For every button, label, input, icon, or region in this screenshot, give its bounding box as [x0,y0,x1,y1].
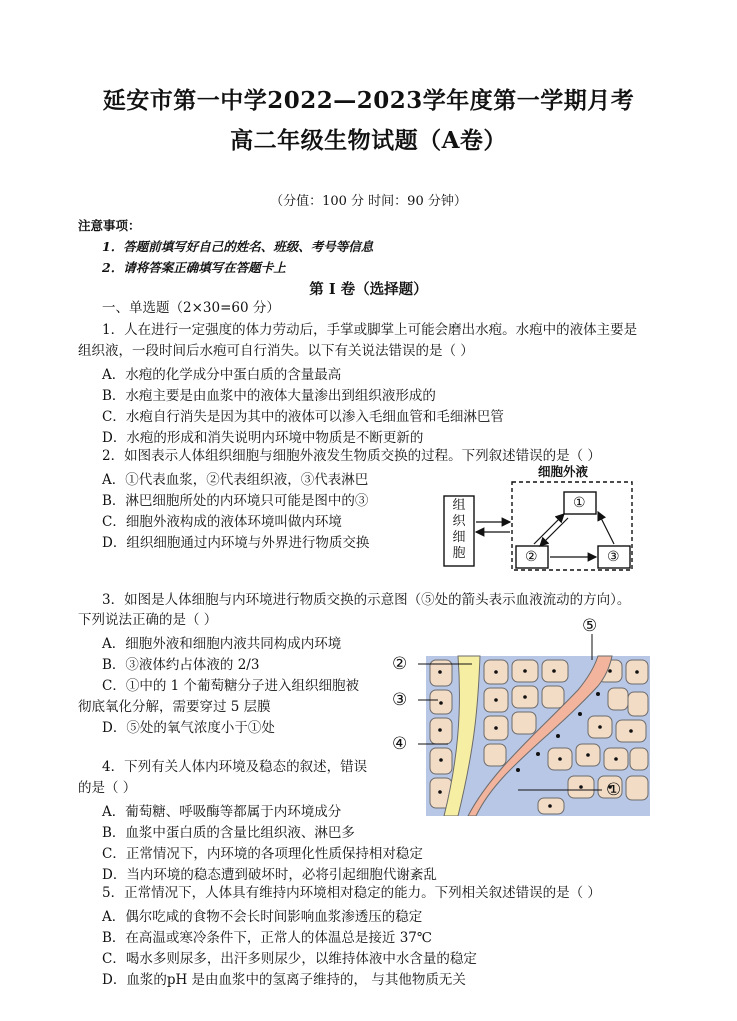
tissue-label-1: ① [606,780,622,800]
question-1-option: C．水疱自行消失是因为其中的液体可以渗入毛细血管和毛细淋巴管 [102,409,504,425]
tissue-cell-label: 组织细胞 [452,498,466,561]
section-title: 第 I 卷（选择题） [309,281,428,298]
tissue-label-2: ② [392,654,408,674]
tissue-label-5: ⑤ [582,616,598,636]
tissue-label-4: ④ [392,734,408,754]
question-1-option: D．水疱的形成和消失说明内环境中物质是不断更新的 [102,430,424,446]
exam-title-line1: 延安市第一中学2022—2023学年度第一学期月考 [102,87,635,114]
notice-heading: 注意事项： [78,218,141,233]
question-4-option: A．葡萄糖、呼吸酶等都属于内环境成分 [102,804,342,820]
question-3-line: 下列说法正确的是（ ） [78,612,218,628]
question-5-line: 5．正常情况下，人体具有维持内环境相对稳定的能力。下列相关叙述错误的是（ ） [102,885,601,901]
question-3-option: C．①中的 1 个葡萄糖分子进入组织细胞被 [102,678,360,694]
question-3-line: 3．如图是人体细胞与内环境进行物质交换的示意图（⑤处的箭头表示血液流动的方向）。 [102,592,631,608]
box-3-label: ③ [607,549,620,565]
q2-exchange-diagram [436,462,636,574]
question-3-option: 彻底氧化分解，需要穿过 5 层膜 [78,699,271,715]
question-3-option: A．细胞外液和细胞内液共同构成内环境 [102,636,342,652]
question-2-option: B．淋巴细胞所处的内环境只可能是图中的③ [102,493,369,509]
question-3-option: D．⑤处的氧气浓度小于①处 [102,720,275,736]
question-3-option: B．③液体约占体液的 2/3 [102,657,260,673]
exam-meta: （分值：100 分 时间：90 分钟） [270,194,467,209]
question-4-option: B．血浆中蛋白质的含量比组织液、淋巴多 [102,825,355,841]
question-1-line: 1．人在进行一定强度的体力劳动后，手掌或脚掌上可能会磨出水疱。水疱中的液体主要是 [102,322,638,338]
question-4-option: D．当内环境的稳态遭到破坏时，必将引起细胞代谢紊乱 [102,867,437,883]
notice-item: 2．请将答案正确填写在答题卡上 [102,260,286,275]
question-5-option: A．偶尔吃咸的食物不会长时间影响血浆渗透压的稳定 [102,909,423,925]
question-5-option: B．在高温或寒冷条件下，正常人的体温总是接近 37℃ [102,930,432,946]
question-2-option: C．细胞外液构成的液体环境叫做内环境 [102,514,342,530]
question-4-option: C．正常情况下，内环境的各项理化性质保持相对稳定 [102,846,423,862]
tissue-label-3: ③ [392,690,408,710]
question-4-line: 4．下列有关人体内环境及稳态的叙述，错误 [102,759,368,775]
question-2-option: A．①代表血浆，②代表组织液，③代表淋巴 [102,472,369,488]
question-2-option: D．组织细胞通过内环境与外界进行物质交换 [102,535,370,551]
box-2-label: ② [525,549,538,565]
box-1-label: ① [573,495,586,511]
question-1-option: B．水疱主要是由血浆中的液体大量渗出到组织液形成的 [102,388,436,404]
exam-title-line2: 高二年级生物试题（A卷） [230,127,507,154]
question-4-line: 的是（ ） [78,780,137,796]
question-1-line: 组织液，一段时间后水疱可自行消失。以下有关说法错误的是（ ） [78,343,474,359]
question-5-option: D．血浆的pH 是由血浆中的氢离子维持的， 与其他物质无关 [102,972,466,988]
notice-item: 1．答题前填写好自己的姓名、班级、考号等信息 [102,239,374,254]
question-5-option: C．喝水多则尿多，出汗多则尿少，以维持体液中水含量的稳定 [102,951,477,967]
extracellular-fluid-label: 细胞外液 [538,464,589,479]
question-2-line: 2．如图表示人体组织细胞与细胞外液发生物质交换的过程。下列叙述错误的是（ ） [102,448,601,464]
question-1-option: A．水疱的化学成分中蛋白质的含量最高 [102,367,342,383]
q3-tissue-diagram [388,616,656,816]
part-title: 一、单选题（2×30=60 分） [102,300,280,316]
